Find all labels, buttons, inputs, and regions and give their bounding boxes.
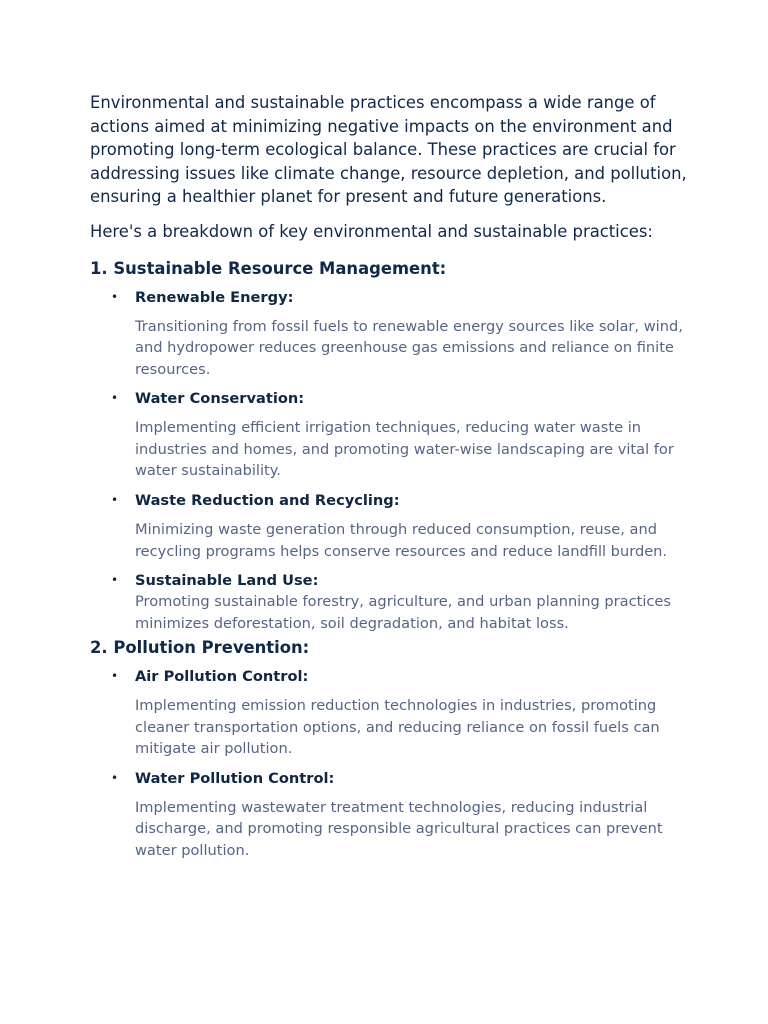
list-item-waste-reduction	[90, 490, 690, 562]
bullet-icon: •	[111, 289, 119, 304]
item-title: Air Pollution Control:	[135, 667, 309, 685]
list-item-water-pollution-control	[90, 768, 690, 862]
item-description: Implementing wastewater treatment technologies, reducing industrial discharge, and promoting responsible agricultural practices can prevent water pollution.	[135, 798, 663, 859]
section-heading-resource-management: 1. Sustainable Resource Management:	[90, 259, 447, 278]
list-item-water-conservation	[90, 388, 690, 482]
item-title: Sustainable Land Use:	[135, 572, 319, 590]
item-description: Transitioning from fossil fuels to renewable energy sources like solar, wind, and hydropower reduces greenhouse gas emissions and reliance on finite resources.	[135, 317, 683, 378]
intro-paragraph: Environmental and sustainable practices encompass a wide range of actions aimed at minimizing negative impacts on the environment and promoting long-term ecological balance. These practices are crucial for addressing issues like climate change, resource depletion, and pollution, ensuring a healthier planet for present and future generations.	[90, 93, 687, 206]
document-content	[90, 91, 690, 870]
section-heading-pollution-prevention: 2. Pollution Prevention:	[90, 638, 310, 658]
item-description: Minimizing waste generation through reduced consumption, reuse, and recycling programs helps conserve resources and reduce landfill burden.	[135, 521, 668, 560]
item-title: Renewable Energy:	[135, 288, 294, 306]
bullet-icon: •	[111, 493, 119, 508]
list-item-air-pollution-control	[90, 666, 690, 760]
bullet-icon: •	[111, 391, 119, 406]
bullet-icon: •	[111, 668, 119, 683]
lead-paragraph: Here's a breakdown of key environmental and sustainable practices:	[90, 221, 653, 241]
item-description: Implementing efficient irrigation techniques, reducing water waste in industries and homes, and promoting water-wise landscaping are vital for water sustainability.	[135, 419, 674, 480]
item-description: Promoting sustainable forestry, agriculture, and urban planning practices minimizes deforestation, soil degradation, and habitat loss.	[135, 593, 672, 632]
bullet-icon: •	[111, 770, 119, 785]
item-title: Water Pollution Control:	[135, 769, 335, 787]
list-item-sustainable-land-use	[90, 570, 690, 634]
list-item-renewable-energy	[90, 287, 690, 381]
item-title: Waste Reduction and Recycling:	[135, 492, 400, 510]
item-title: Water Conservation:	[135, 390, 305, 408]
pollution-prevention-list	[90, 666, 690, 862]
bullet-icon: •	[111, 573, 119, 588]
resource-management-list	[90, 287, 690, 635]
item-description: Implementing emission reduction technologies in industries, promoting cleaner transportation options, and reducing reliance on fossil fuels can mitigate air pollution.	[135, 696, 660, 758]
